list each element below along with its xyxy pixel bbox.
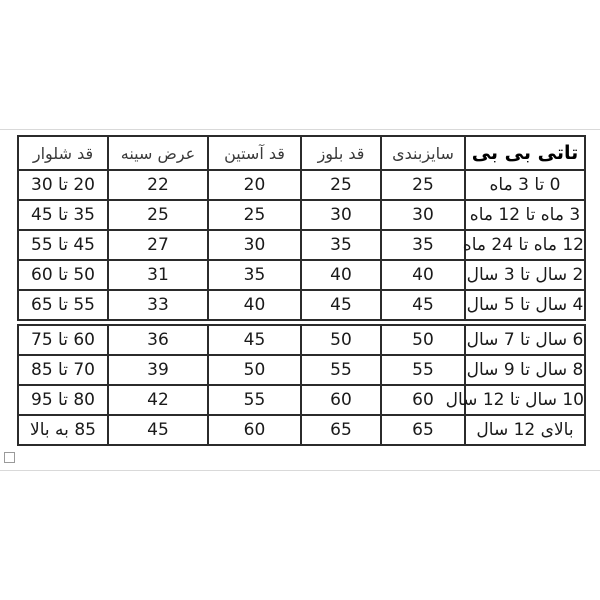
cell-age: بالای 12 سال — [465, 415, 585, 445]
cell-age: 3 ماه تا 12 ماه — [465, 200, 585, 230]
cell-sleeve-length: 40 — [208, 290, 301, 320]
cell-blouse-length: 30 — [301, 200, 381, 230]
cell-size: 25 — [381, 170, 465, 200]
cell-pants-length: 85 به بالا — [18, 415, 108, 445]
cell-blouse-length: 55 — [301, 355, 381, 385]
cell-sleeve-length: 25 — [208, 200, 301, 230]
cell-sleeve-length: 45 — [208, 325, 301, 355]
cell-size: 40 — [381, 260, 465, 290]
header-brand: تاتی بی بی — [465, 136, 585, 170]
cell-chest-width: 31 — [108, 260, 208, 290]
cell-size: 45 — [381, 290, 465, 320]
cell-chest-width: 27 — [108, 230, 208, 260]
cell-chest-width: 42 — [108, 385, 208, 415]
table-row — [18, 385, 585, 415]
sheet-bottom-border — [0, 470, 600, 471]
cell-age: 0 تا 3 ماه — [465, 170, 585, 200]
header-sleeve-length: قد آستین — [208, 136, 301, 170]
cell-pants-length: 80 تا 95 — [18, 385, 108, 415]
cell-pants-length: 50 تا 60 — [18, 260, 108, 290]
cell-size: 60 — [381, 385, 465, 415]
cell-sleeve-length: 60 — [208, 415, 301, 445]
cell-pants-length: 45 تا 55 — [18, 230, 108, 260]
cell-chest-width: 25 — [108, 200, 208, 230]
table-row — [18, 230, 585, 260]
table-row — [18, 325, 585, 355]
cell-size: 50 — [381, 325, 465, 355]
cell-chest-width: 39 — [108, 355, 208, 385]
table-row — [18, 200, 585, 230]
cell-pants-length: 35 تا 45 — [18, 200, 108, 230]
cell-sleeve-length: 35 — [208, 260, 301, 290]
header-chest-width: عرض سینه — [108, 136, 208, 170]
cell-chest-width: 36 — [108, 325, 208, 355]
cell-age: 2 سال تا 3 سال — [465, 260, 585, 290]
cell-pants-length: 55 تا 65 — [18, 290, 108, 320]
cell-blouse-length: 35 — [301, 230, 381, 260]
checkbox-placeholder — [4, 452, 15, 463]
cell-age: 8 سال تا 9 سال — [465, 355, 585, 385]
table-row — [18, 355, 585, 385]
size-chart-table — [17, 135, 586, 446]
cell-age: 12 ماه تا 24 ماه — [465, 230, 585, 260]
table-header-row — [18, 136, 585, 170]
header-pants-length: قد شلوار — [18, 136, 108, 170]
cell-chest-width: 22 — [108, 170, 208, 200]
sheet-top-border — [0, 129, 600, 130]
cell-pants-length: 20 تا 30 — [18, 170, 108, 200]
cell-size: 35 — [381, 230, 465, 260]
cell-age: 4 سال تا 5 سال — [465, 290, 585, 320]
cell-blouse-length: 45 — [301, 290, 381, 320]
cell-blouse-length: 60 — [301, 385, 381, 415]
cell-size: 65 — [381, 415, 465, 445]
table-row — [18, 415, 585, 445]
cell-blouse-length: 50 — [301, 325, 381, 355]
cell-size: 30 — [381, 200, 465, 230]
cell-sleeve-length: 20 — [208, 170, 301, 200]
cell-sleeve-length: 50 — [208, 355, 301, 385]
header-blouse-length: قد بلوز — [301, 136, 381, 170]
table-row — [18, 290, 585, 320]
cell-age: 6 سال تا 7 سال — [465, 325, 585, 355]
cell-age: 10 سال تا 12 سال — [465, 385, 585, 415]
cell-pants-length: 70 تا 85 — [18, 355, 108, 385]
cell-chest-width: 45 — [108, 415, 208, 445]
table-row — [18, 170, 585, 200]
cell-blouse-length: 25 — [301, 170, 381, 200]
cell-chest-width: 33 — [108, 290, 208, 320]
cell-sleeve-length: 30 — [208, 230, 301, 260]
cell-size: 55 — [381, 355, 465, 385]
header-sizing: سایزبندی — [381, 136, 465, 170]
cell-blouse-length: 65 — [301, 415, 381, 445]
cell-pants-length: 60 تا 75 — [18, 325, 108, 355]
table-row — [18, 260, 585, 290]
cell-sleeve-length: 55 — [208, 385, 301, 415]
cell-blouse-length: 40 — [301, 260, 381, 290]
